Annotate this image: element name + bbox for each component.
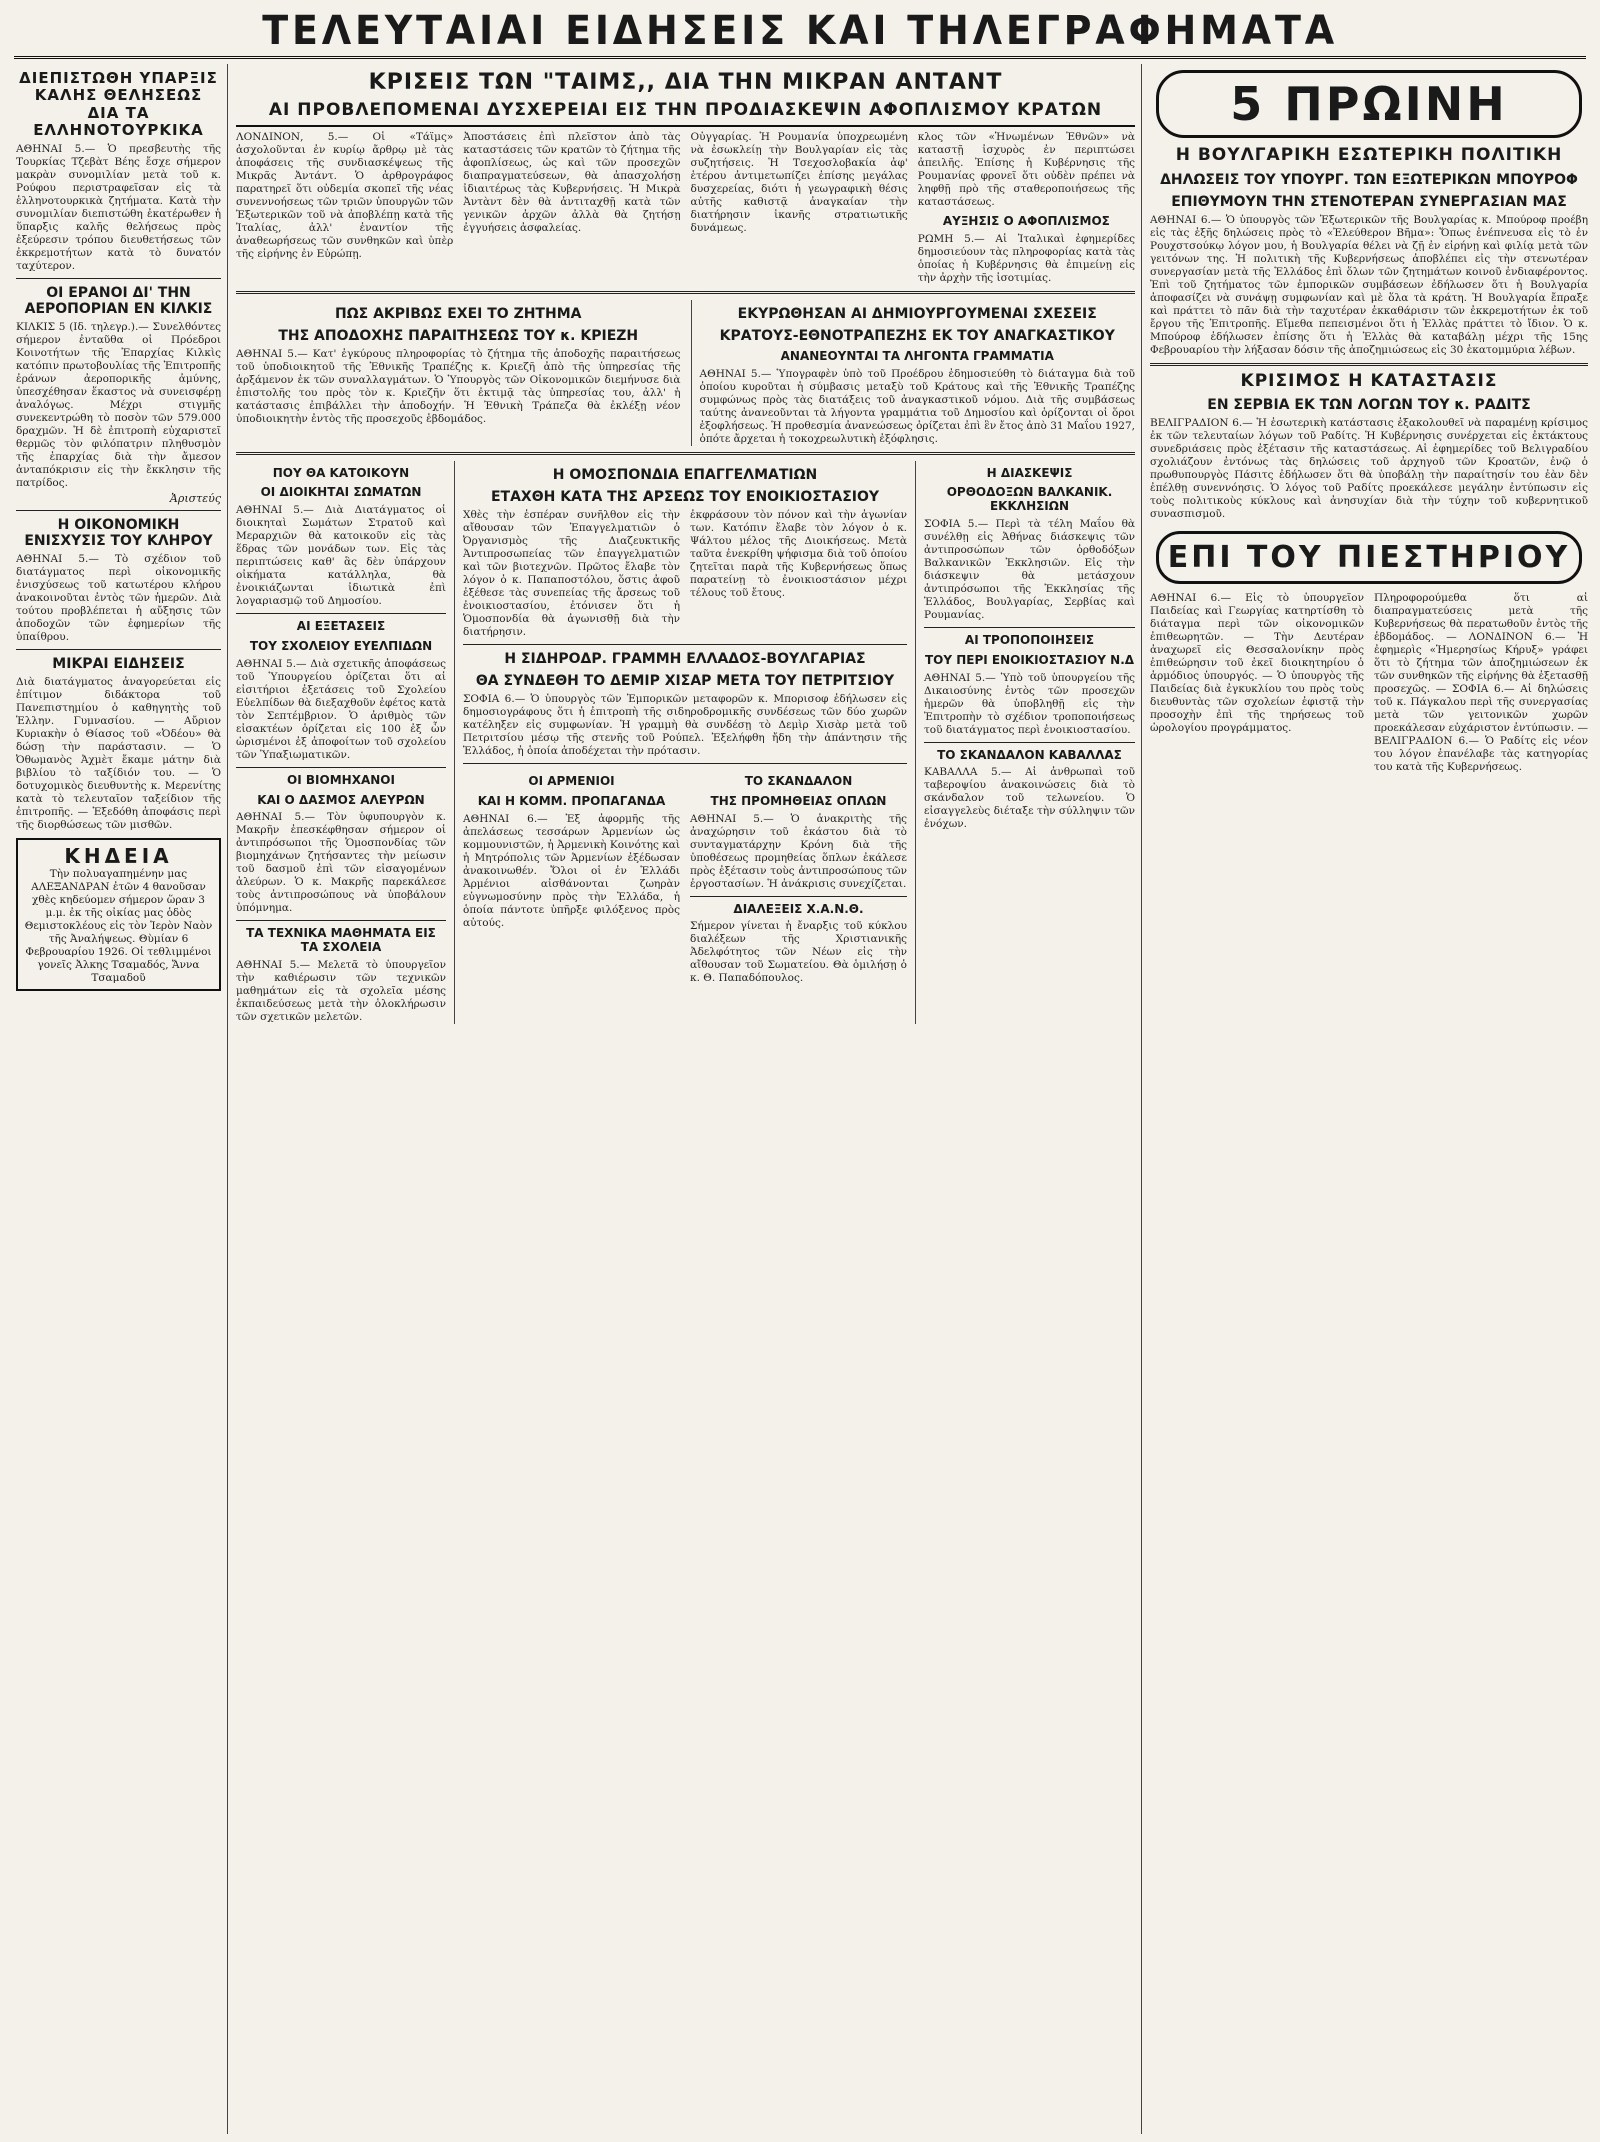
article-headline: ΑΙ ΤΡΟΠΟΠΟΙΗΣΕΙΣ: [964, 633, 1095, 648]
article-headline: ΔΙΑΛΕΞΕΙΣ Χ.Α.Ν.Θ.: [733, 901, 864, 916]
article-headline: ΤΟ ΣΚΑΝΔΑΛΟΝ: [744, 774, 853, 788]
article-headline: ΤΑ ΤΕΧΝΙΚΑ ΜΑΘΗΜΑΤΑ ΕΙΣ ΤΑ ΣΧΟΛΕΙΑ: [246, 926, 436, 955]
left-column: [10, 64, 228, 2134]
article-headline: Η ΟΙΚΟΝΟΜΙΚΗ ΕΝΙΣΧΥΣΙΣ ΤΟΥ ΚΛΗΡΟΥ: [24, 517, 213, 550]
article-headline: ΠΟΥ ΘΑ ΚΑΤΟΙΚΟΥΝ: [272, 465, 410, 480]
article-subheadline: ΤΟΥ ΠΕΡΙ ΕΝΟΙΚΙΟΣΤΑΣΙΟΥ Ν.Δ: [924, 652, 1135, 667]
article-body: Οὐγγαρίας. Ἡ Ρουμανία ὑποχρεωμένη νὰ ἐσωκλείῃ τὴν Βουλγαρίαν εἰς τὰς συζητήσεις. Ἡ Τσεχοσλοβακία ἀφ' ἑτέρου ἀντιμετωπίζει ἐπίσης μεγάλας δυσχερείας, διότι ἡ γεωγραφικὴ θέσις αὐτῆς καθιστᾷ ἀναγκαίαν τὴν διατήρησιν ἱκανῆς στρατιωτικῆς δυνάμεως.: [690, 130, 908, 234]
article-body: ΑΘΗΝΑΙ 5.— Ὑπογραφὲν ὑπὸ τοῦ Προέδρου ἐδημοσιεύθη τὸ διάταγμα διὰ τοῦ ὁποίου κυροῦται ἡ σύμβασις μεταξὺ τοῦ Κράτους καὶ τῆς Ἐθνικῆς Τραπέζης συμφώνως πρὸς τὰς διατάξεις τοῦ ἀναγκαστικοῦ νόμου. Διὰ τῆς συμβάσεως ταύτης ἀνανεοῦνται τὰ λήγοντα γραμμάτια τοῦ Δημοσίου καὶ ὁρίζονται οἱ ὅροι ἐξοφλήσεως. Ἡ προθεσμία ἀνανεώσεως ὁρίζεται ἐπὶ ἓν ἔτος ἀπὸ 31 Μαΐου 1927, ὁπότε ἄρχεται ἡ τοκοχρεωλυτικὴ ἐξόφλησις.: [699, 367, 1135, 445]
article-subheadline: ΚΡΑΤΟΥΣ-ΕΘΝΟΤΡΑΠΕΖΗΣ ΕΚ ΤΟΥ ΑΝΑΓΚΑΣΤΙΚΟΥ: [719, 327, 1115, 344]
article-body: κλος τῶν «Ἡνωμένων Ἐθνῶν» νὰ καταστῇ ἰσχυρὸς ἐν περιπτώσει ἀπειλῆς. Ἐπίσης ἡ Κυβέρνησις τῆς Ρουμανίας φρονεῖ ὅτι οὐδὲν πρέπει νὰ ληφθῇ πρὸ τῆς σταθεροποιήσεως τῆς καταστάσεως.: [917, 130, 1135, 208]
article-body: ΑΘΗΝΑΙ 5.— Μελετᾶ τὸ ὑπουργεῖον τὴν καθιέρωσιν τῶν τεχνικῶν μαθημάτων εἰς τὰ σχολεῖα μέσης ἐκπαιδεύσεως μετὰ τὴν ὁλοκλήρωσιν τῶν σχετικῶν μελετῶν.: [236, 959, 446, 1023]
article-body: ΑΘΗΝΑΙ 6.— Εἰς τὸ ὑπουργεῖον Παιδείας καὶ Γεωργίας κατηρτίσθη τὸ διάταγμα περὶ τῶν οἰκονομικῶν ἐπιθεωρητῶν. — Τὴν Δευτέραν ἀναχωρεῖ εἰς Θεσσαλονίκην πρὸς ἐπιθεώρησιν τοῦ ἐκεῖ διοικητηρίου ὁ ἁρμόδιος ὑπουργός. — Ὁ ὑπουργὸς τῆς Παιδείας διὰ ἐγκυκλίου του πρὸς τοὺς διευθυντὰς τῶν σχολείων ἐφιστᾷ τὴν προσοχὴν ἐπὶ τῆς τηρήσεως τοῦ ὡρολογίου προγράμματος.: [1150, 592, 1364, 735]
article-subheadline: ΤΗΣ ΑΠΟΔΟΧΗΣ ΠΑΡΑΙΤΗΣΕΩΣ ΤΟΥ κ. ΚΡΙΕΖΗ: [278, 327, 639, 344]
article-headline: Η ΣΙΔΗΡΟΔΡ. ΓΡΑΜΜΗ ΕΛΛΑΔΟΣ-ΒΟΥΛΓΑΡΙΑΣ: [504, 650, 866, 667]
article-subheadline: ΑΝΑΝΕΟΥΝΤΑΙ ΤΑ ΛΗΓΟΝΤΑ ΓΡΑΜΜΑΤΙΑ: [780, 348, 1054, 363]
article-body: Σήμερον γίνεται ἡ ἔναρξις τοῦ κύκλου διαλέξεων τῆς Χριστιανικῆς Ἀδελφότητος τῶν Νέων εἰς τὴν αἴθουσαν τοῦ Σωματείου. Θὰ ὁμιλήσῃ ὁ κ. Θ. Παπαδόπουλος.: [690, 920, 907, 985]
article-body: Πληροφορούμεθα ὅτι αἱ διαπραγματεύσεις μετὰ τῆς Κυβερνήσεως θὰ περατωθοῦν ἐντὸς τῆς ἑβδομάδος. — ΛΟΝΔΙΝΟΝ 6.— Ἡ ἐφημερὶς «Ἡμερησίως Κήρυξ» γράφει ὅτι τὸ ζήτημα τῶν ἀποζημιώσεων ἐκ τῶν συνθηκῶν τῆς εἰρήνης θὰ ἐξετασθῇ προσεχῶς. — ΣΟΦΙΑ 6.— Αἱ δηλώσεις τοῦ κ. Πάγκαλου περὶ τῆς συνεργασίας μετὰ τῶν γειτονικῶν χωρῶν προεκάλεσαν εὐχάριστον ἐντύπωσιν. — ΒΕΛΙΓΡΑΔΙΟΝ 6.— Ὁ Ραδίτς εἰς νέον του λόγον ἐπανέλαβε τὰς κατηγορίας του κατὰ τῆς Κυβερνήσεως.: [1374, 592, 1588, 774]
article-body: ΣΟΦΙΑ 6.— Ὁ ὑπουργὸς τῶν Ἐμπορικῶν μεταφορῶν κ. Μπορισοφ ἐδήλωσεν εἰς δημοσιογράφους ὅτι ἡ ἐπιτροπὴ τῆς σιδηροδρομικῆς συνδέσεως τῶν δύο χωρῶν κατέληξεν εἰς συμφωνίαν. Ἡ γραμμὴ θὰ συνδέσῃ τὸ Δεμὶρ Χισὰρ μετὰ τοῦ Πετριτσίου μέσῳ τῆς στενῆς τοῦ Ρούπελ. Ἐξελήφθη ἤδη τὴν ἀπάντησιν τῆς Ἑλλάδος, ἡ ὁποία ἀποδέχεται τὴν πρότασιν.: [463, 693, 907, 757]
article-body: ΑΘΗΝΑΙ 5.— Διὰ σχετικῆς ἀποφάσεως τοῦ Ὑπουργείου ὁρίζεται ὅτι αἱ εἰσιτήριοι ἐξετάσεις τοῦ Σχολείου Εὐελπίδων θὰ διεξαχθοῦν ἐφέτος κατὰ τὸν Σεπτέμβριον. Ὁ ἀριθμὸς τῶν εἰσακτέων ὁρίζεται εἰς 100 ἐξ ὧν ὠρισμένοι ἐξ ἀποφοίτων τοῦ σχολείου τῶν Ὑπαξιωματικῶν.: [236, 657, 446, 761]
article-headline: Η ΒΟΥΛΓΑΡΙΚΗ ΕΣΩΤΕΡΙΚΗ ΠΟΛΙΤΙΚΗ: [1175, 145, 1563, 165]
article-body: ΡΩΜΗ 5.— Αἱ Ἰταλικαὶ ἐφημερίδες δημοσιεύουν τὰς πληροφορίας κατὰ τὰς ὁποίας ἡ Κυβέρνησις θὰ ἐπιμείνῃ εἰς τὴν ἀρχὴν τῆς ἰσοτιμίας.: [917, 232, 1135, 284]
article-headline: Η ΟΜΟΣΠΟΝΔΙΑ ΕΠΑΓΓΕΛΜΑΤΙΩΝ: [552, 466, 818, 483]
article-body: ΑΘΗΝΑΙ 5.— Ὁ πρεσβευτὴς τῆς Τουρκίας Τζεβὰτ Βέης ἔσχε σήμερον μακρὰν συνομιλίαν μετὰ τοῦ κ. Ρούφου περιστραφεῖσαν εἰς τὰ ἑλληνοτουρκικὰ ζητήματα. Κατὰ τὴν συνομιλίαν διεπιστώθη ἐκατέρωθεν ἡ ὕπαρξις καλῆς θελήσεως πρὸς ἐξεύρεσιν τρόπου διευθετήσεως τῶν ἐκκρεμοτήτων κατὰ τὸ δυνατόν ταχύτερον.: [16, 143, 221, 272]
article-subheadline: ΕΠΙΘΥΜΟΥΝ ΤΗΝ ΣΤΕΝΟΤΕΡΑΝ ΣΥΝΕΡΓΑΣΙΑΝ ΜΑΣ: [1171, 193, 1567, 210]
article-body: ΑΘΗΝΑΙ 5.— Διὰ Διατάγματος οἱ διοικηταὶ Σωμάτων Στρατοῦ καὶ Μεραρχιῶν θὰ κατοικοῦν εἰς τὰς ἕδρας τῶν μονάδων των. Εἰς τὰς περιπτώσεις καθ' ἃς δὲν ὑπάρχουν οἰκήματα κατάλληλα, θὰ ἐνοικιάζωνται ἰδιωτικὰ ἐπὶ λογαριασμῷ τοῦ Δημοσίου.: [236, 504, 446, 608]
article-headline: ΑΥΞΗΣΙΣ Ο ΑΦΟΠΛΙΣΜΟΣ: [942, 213, 1110, 228]
article-headline: ΚΡΙΣΕΙΣ ΤΩΝ "ΤΑΙΜΣ,, ΔΙΑ ΤΗΝ ΜΙΚΡΑΝ ΑΝΤΑΝΤ: [368, 70, 1003, 95]
article-subheadline: ΚΑΙ Η ΚΟΜΜ. ΠΡΟΠΑΓΑΝΔΑ: [477, 793, 666, 808]
center-column: [230, 64, 1142, 2134]
right-column: [1144, 64, 1594, 2134]
article-headline: ΟΙ ΕΡΑΝΟΙ ΔΙ' ΤΗΝ ΑΕΡΟΠΟΡΙΑΝ ΕΝ ΚΙΛΚΙΣ: [24, 285, 213, 318]
masthead: [14, 6, 1586, 59]
article-headline: ΟΙ ΑΡΜΕΝΙΟΙ: [528, 774, 615, 788]
edition-box: 5 ΠΡΩΙΝΗ: [1156, 70, 1582, 138]
article-body: ΑΘΗΝΑΙ 5.— Ὁ ἀνακριτὴς τῆς ἀναχώρησιν τοῦ ἑκάστου διὰ τὸ συνταγματάρχην Κρόνη διὰ τῆς ὑποθέσεως προμηθείας ὅπλων ἐκάλεσε πρὸς ἐξέτασιν τοὺς ἀντιπροσώπους τῶν ἐργοστασίων. Ἡ ἀνάκρισις συνεχίζεται.: [690, 812, 907, 890]
article-body: ΑΘΗΝΑΙ 6.— Ὁ ὑπουργὸς τῶν Ἐξωτερικῶν τῆς Βουλγαρίας κ. Μπούροφ προέβη εἰς τὰς ἑξῆς δηλώσεις πρὸς τὸ «Ἐλεύθερον Βῆμα»: Ὅπως ἐνέπνευσα εἰς τὸ ἐν Ρουχστσούκῳ λόγον μου, ἡ Βουλγαρία θέλει νὰ ζῇ ἐν εἰρήνῃ καὶ φιλίᾳ μετὰ τῶν γειτόνων της. Ἡ πολιτικὴ τῆς Κυβερνήσεως ἀποβλέπει εἰς τὴν στενωτέραν συνεργασίαν μετὰ τῆς Ἑλλάδος ἐπὶ ὅλων τῶν ζητημάτων κοινοῦ ἐνδιαφέροντος. Ἐπὶ τοῦ ζητήματος τῶν ἐμπορικῶν συμβάσεων ἐδήλωσεν ὅτι ἡ Βουλγαρία ἀποφασίζει νὰ συνάψῃ συμφωνίαν καὶ μὲ ὅλα τὰ κράτη. Ἡ Βουλγαρία ἔπραξε καὶ πράττει τὸ πᾶν διὰ τὴν ταχυτέραν ἐκκαθάρισιν τῶν ἐκκρεμοτήτων ἐκ τοῦ ἔργου τῆς Ἐπιτροπῆς. Εἴμεθα πεπεισμένοι ὅτι ἡ Ἑλλὰς πράττει τὸ ἴδιον. Ὁ κ. Μπούροφ ἐδήλωσεν ἐπίσης ὅτι ἡ Ἑλλὰς θὰ καταβάλῃ μέχρι τῆς 15ης Φεβρουαρίου τὴν λήξασαν δόσιν τῆς ἀποζημιώσεως εἰς 30 ἑκατομμύρια λέβων.: [1150, 213, 1588, 356]
article-headline: ΔΙΕΠΙΣΤΩΘΗ ΥΠΑΡΞΙΣ ΚΑΛΗΣ ΘΕΛΗΣΕΩΣ ΔΙΑ ΤΑ ΕΛΛΗΝΟΤΟΥΡΚΙΚΑ: [19, 69, 218, 139]
article-body: ΣΟΦΙΑ 5.— Περὶ τὰ τέλη Μαΐου θὰ συνέλθῃ εἰς Ἀθήνας διάσκεψις τῶν ἀντιπροσώπων τῶν ὀρθοδόξων Βαλκανικῶν Ἐκκλησιῶν. Εἰς τὴν διάσκεψιν θὰ μετάσχουν ἀντιπρόσωποι τῆς Ἐκκλησίας τῆς Ἑλλάδος, Βουλγαρίας, Σερβίας καὶ Ρουμανίας.: [924, 518, 1135, 622]
article-body: ΒΕΛΙΓΡΑΔΙΟΝ 6.— Ἡ ἐσωτερικὴ κατάστασις ἐξακολουθεῖ νὰ παραμένῃ κρίσιμος ἐκ τῶν τελευταίων λόγων τοῦ Ραδίτς. Ἡ Κυβέρνησις συνέρχεται εἰς ἐκτάκτους συνεδριάσεις πρὸς ἐξέτασιν τῆς καταστάσεως. Αἱ ἐφημερίδες τοῦ Βελιγραδίου σχολιάζουν ἐντόνως τὰς δηλώσεις τοῦ ἀρχηγοῦ τῶν Κροατῶν, ἐνῷ ὁ πρωθυπουργὸς Πάσιτς ἐδήλωσεν ὅτι θὰ ὑποβάλῃ τὴν παραίτησίν του ἐὰν δὲν ἐπέλθῃ συνεννόησις. Ὁ λόγος τοῦ Ραδίτς προεκάλεσε μεγάλην ἐντύπωσιν εἰς τοὺς πολιτικοὺς κύκλους καὶ ἀνησυχίαν διὰ τὴν τύχην τοῦ κυβερνητικοῦ συνασπισμοῦ.: [1150, 417, 1588, 521]
article-body: ΚΙΛΚΙΣ 5 (Ιδ. τηλεγρ.).— Συνελθόντες σήμερον ἐνταῦθα οἱ Πρόεδροι Κοινοτήτων τῆς Ἐπαρχίας Κιλκὶς κατόπιν πρωτοβουλίας τῆς Ἐπιτροπῆς ἐράνων ἀεροπορικῆς ἀμύνης, ὑπεσχέθησαν ἕκαστος νὰ συνεισφέρῃ ἀναλόγως. Μέχρι στιγμῆς συνεκεντρώθη τὸ ποσὸν τῶν 579.000 δραχμῶν. Ἡ δὲ ἐπιτροπὴ εὐχαριστεῖ θερμῶς τὸν φιλόπατριν πληθυσμὸν τῆς ἐπαρχίας διὰ τὴν ἄμεσον ἀνταπόκρισιν εἰς τὴν ἔκκλησιν τῆς πατρίδος.: [16, 321, 221, 490]
article-headline: ΚΡΙΣΙΜΟΣ Η ΚΑΤΑΣΤΑΣΙΣ: [1240, 370, 1498, 391]
article-body: ΑΘΗΝΑΙ 6.— Ἐξ ἀφορμῆς τῆς ἀπελάσεως τεσσάρων Ἀρμενίων ὡς κομμουνιστῶν, ἡ Ἀρμενικὴ Κοινότης καὶ ἡ Μητρόπολις τῶν Ἀρμενίων ἐξέδωσαν ἀνακοινωθέν. Ὅλοι οἱ ἐν Ἑλλάδι Ἀρμένιοι αἰσθάνονται ζωηρὰν εὐγνωμοσύνην πρὸς τὴν Ἑλλάδα, ἡ ὁποία πάντοτε ὑπῆρξε φιλόξενος πρὸς αὐτούς.: [463, 812, 680, 929]
article-body: ΑΘΗΝΑΙ 5.— Τὸν ὑφυπουργὸν κ. Μακρῆν ἐπεσκέφθησαν σήμερον οἱ ἀντιπρόσωποι τῆς Ὁμοσπονδίας τῶν βιομηχάνων ζητήσαντες τὴν μείωσιν τοῦ δασμοῦ ἐπὶ τῶν εἰσαγομένων ἀλεύρων. Ὁ κ. Μακρῆς παρεκάλεσε τοὺς ἀντιπροσώπους νὰ ὑποβάλουν ὑπόμνημα.: [236, 811, 446, 915]
article-body: ΑΘΗΝΑΙ 5.— Κατ' ἐγκύρους πληροφορίας τὸ ζήτημα τῆς ἀποδοχῆς παραιτήσεως τοῦ ὑποδιοικητοῦ τῆς Ἐθνικῆς Τραπέζης κ. Κριεζῆ ἀπὸ τῆς ὑπηρεσίας τῆς ἀρξάμενον ἐκ τῶν συναλλαγμάτων. Ὁ Ὑπουργὸς τῶν Οἰκονομικῶν διεμήνυσε διὰ ἐπιστολῆς του πρὸς τὸν κ. Κριεζῆν ὅτι ἐκτιμᾷ τὰς ὑπηρεσίας του, ἀλλ' ἡ κατάστασις ἐπιβάλλει τὴν ἀποδοχήν. Ἡ Ἐθνικὴ Τράπεζα θὰ ἐκλέξῃ νέον ὑποδιοικητὴν ἐντὸς τῆς προσεχοῦς ἑβδομάδος.: [236, 347, 681, 425]
article-signature: Ἀριστεύς: [169, 492, 221, 506]
article-subheadline: ΟΡΘΟΔΟΞΩΝ ΒΑΛΚΑΝΙΚ. ΕΚΚΛΗΣΙΩΝ: [946, 485, 1113, 514]
article-body: ΑΘΗΝΑΙ 5.— Ὑπὸ τοῦ ὑπουργείου τῆς Δικαιοσύνης ἐντὸς τῶν προσεχῶν ἡμερῶν θὰ ὑποβληθῇ εἰς τὴν Ἐπιτροπὴν τὸ σχέδιον τροποποιήσεως τοῦ διατάγματος περὶ ἐνοικιοστασίου.: [924, 671, 1135, 736]
article-subheadline: ΑΙ ΠΡΟΒΛΕΠΟΜΕΝΑΙ ΔΥΣΧΕΡΕΙΑΙ ΕΙΣ ΤΗΝ ΠΡΟΔΙΑΣΚΕΨΙΝ ΑΦΟΠΛΙΣΜΟΥ ΚΡΑΤΩΝ: [236, 101, 1135, 127]
article-body: Χθὲς τὴν ἑσπέραν συνῆλθον εἰς τὴν αἴθουσαν τῶν Ἐπαγγελματιῶν ὁ Ὀργανισμὸς τῆς Διαζευκτικῆς Ἀντιπροσωπείας τῶν ἐπαγγελματιῶν καὶ τῶν βιοτεχνῶν. Πρῶτος ἔλαβε τὸν λόγον ὁ κ. Παπαποστόλου, ὅστις ἀφοῦ ἐξέθεσε τὰς συνεπείας τῆς ἄρσεως τοῦ ἐνοικιοστασίου, ἐτόνισεν ὅτι ἡ Ὁμοσπονδία θὰ ἀγωνισθῇ διὰ τὴν διατήρησιν.: [463, 508, 680, 638]
article-subheadline: ΤΟΥ ΣΧΟΛΕΙΟΥ ΕΥΕΛΠΙΔΩΝ: [249, 639, 433, 654]
article-body: Ἀποστάσεις ἐπὶ πλεῖστον ἀπὸ τὰς καταστάσεις τῶν κρατῶν τὸ ζήτημα τῆς ἀφοπλίσεως, ὡς καὶ τῶν προσεχῶν διαπραγματεύσεων, θὰ ἀπασχολήσῃ ἰδιαιτέρως τὰς Κυβερνήσεις. Ἡ Μικρὰ Ἀντὰντ δὲν θὰ ἀντιταχθῇ κατὰ τῶν γενικῶν ἀρχῶν ἀλλὰ θὰ ζητήσῃ ἐγγυήσεις ἀσφαλείας.: [463, 130, 681, 234]
article-body: ἐκφράσουν τὸν πόνον καὶ τὴν ἀγωνίαν των. Κατόπιν ἔλαβε τὸν λόγον ὁ κ. Ψάλτου μέλος τῆς Διοικήσεως. Μετὰ ταῦτα ἐνεκρίθη ψήφισμα διὰ τοῦ ὁποίου ζητεῖται παρὰ τῆς Κυβερνήσεως ὅπως παρατείνῃ τὸ ἐνοικιοστάσιον μέχρι τέλους τοῦ ἔτους.: [690, 508, 907, 599]
article-body: ΛΟΝΔΙΝΟΝ, 5.— Οἱ «Τάϊμς» ἀσχολοῦνται ἐν κυρίῳ ἄρθρῳ μὲ τὰς ἀποφάσεις τῆς συνδιασκέψεως τῆς Μικρᾶς Ἀντάντ. Ὁ ἀρθρογράφος παρατηρεῖ ὅτι οὐδεμία σκοπεῖ τῆς νέας συνεννοήσεως τῶν τριῶν ὑπουργῶν τῶν Ἐξωτερικῶν τοῦ νὰ ἀποβλέπῃ κατὰ τῆς Ἰταλίας, ἀλλ' ἐναντίον τῆς ἀναθεωρήσεως τῶν συνθηκῶν καὶ ὑπὲρ τῆς εἰρήνης ἐν Εὐρώπῃ.: [236, 130, 454, 260]
article-body: ΑΘΗΝΑΙ 5.— Τὸ σχέδιον τοῦ διατάγματος περὶ οἰκονομικῆς ἐνισχύσεως τοῦ κατωτέρου κλήρου ἀνακοινοῦται ἐντὸς τῶν ἡμερῶν. Διὰ τούτου προβλέπεται ἡ αὔξησις τῶν ἀποδοχῶν τῶν ἐφημερίων τῆς ὑπαίθρου.: [16, 553, 221, 644]
obituary-body: Τὴν πολυαγαπημένην μας ΑΛΕΞΑΝΔΡΑΝ ἐτῶν 4 θανοῦσαν χθὲς κηδεύομεν σήμερον ὥραν 3 μ.μ. ἐκ τῆς οἰκίας μας ὁδὸς Θεμιστοκλέους εἰς τὸν Ἱερὸν Ναὸν τῆς Ἀναλήψεως. Θὺμίαν 6 Φεβρουαρίου 1926. Οἱ τεθλιμμένοι γονεῖς Ἀλκης Τσαμαδός, Ἄννα Τσαμαδοῦ: [24, 868, 213, 985]
article-headline: ΑΙ ΕΞΕΤΑΣΕΙΣ: [296, 619, 386, 634]
article-headline: ΟΙ ΒΙΟΜΗΧΑΝΟΙ: [287, 772, 395, 787]
obituary-title: ΚΗΔΕΙΑ: [64, 844, 173, 869]
article-subheadline: ΕΝ ΣΕΡΒΙΑ ΕΚ ΤΩΝ ΛΟΓΩΝ ΤΟΥ κ. ΡΑΔΙΤΣ: [1207, 397, 1531, 414]
article-headline: Η ΔΙΑΣΚΕΨΙΣ: [986, 465, 1073, 480]
article-headline: ΤΟ ΣΚΑΝΔΑΛΟΝ ΚΑΒΑΛΛΑΣ: [937, 747, 1122, 762]
article-body: Διὰ διατάγματος ἀναγορεύεται εἰς ἐπίτιμον διδάκτορα τοῦ Πανεπιστημίου ὁ καθηγητὴς τοῦ Ἑλλην. Γυμνασίου. — Αὔριον Κυριακὴν ὁ Θίασος τοῦ «Ὀδέου» θὰ δώσῃ τὴν παράστασιν. — Ὁ Ὀθωμανὸς Ἀχμὲτ ἔκαμε μάτην διὰ βιβλίου τὸ ταξίδιόν του. — Ὁ δοτυχομικὸς διευθυντὴς κ. Μερενίτης κατὰ τὸ τελευταῖον ταξείδιον τῆς ἐπιτροπῆς. — Ἐξεδόθη ἀποφάσις περὶ τῆς διορθώσεως τῶν μισθῶν.: [16, 676, 221, 832]
article-subheadline: ΟΙ ΔΙΟΙΚΗΤΑΙ ΣΩΜΑΤΩΝ: [260, 485, 422, 500]
article-subheadline: ΚΑΙ Ο ΔΑΣΜΟΣ ΑΛΕΥΡΩΝ: [257, 792, 425, 807]
article-subheadline: ΘΑ ΣΥΝΔΕΘΗ ΤΟ ΔΕΜΙΡ ΧΙΣΑΡ ΜΕΤΑ ΤΟΥ ΠΕΤΡΙΤΣΙΟΥ: [475, 672, 895, 689]
article-body: ΚΑΒΑΛΛΑ 5.— Αἱ ἀνθρωπαὶ τοῦ ταβεροψίου ἀνακοινώσεις διὰ τὸ σκάνδαλον τοῦ τελωνείου. Ὁ εἰσαγγελεὺς διέταξε τὴν σύλληψιν τῶν ἐνόχων.: [924, 766, 1135, 831]
article-subheadline: ΕΤΑΧΘΗ ΚΑΤΑ ΤΗΣ ΑΡΣΕΩΣ ΤΟΥ ΕΝΟΙΚΙΟΣΤΑΣΙΟΥ: [490, 488, 879, 505]
obituary-box: [16, 838, 221, 991]
article-headline: ΕΚΥΡΩΘΗΣΑΝ ΑΙ ΔΗΜΙΟΥΡΓΟΥΜΕΝΑΙ ΣΧΕΣΕΙΣ: [737, 305, 1097, 322]
press-box: ΕΠΙ ΤΟΥ ΠΙΕΣΤΗΡΙΟΥ: [1156, 531, 1582, 584]
page-title: ΤΕΛΕΥΤΑΙΑΙ ΕΙΔΗΣΕΙΣ ΚΑΙ ΤΗΛΕΓΡΑΦΗΜΑΤΑ: [262, 8, 1338, 54]
article-subheadline: ΤΗΣ ΠΡΟΜΗΘΕΙΑΣ ΟΠΛΩΝ: [710, 793, 887, 808]
article-headline: ΜΙΚΡΑΙ ΕΙΔΗΣΕΙΣ: [52, 656, 185, 673]
article-headline: ΠΩΣ ΑΚΡΙΒΩΣ ΕΧΕΙ ΤΟ ΖΗΤΗΜΑ: [335, 305, 582, 322]
article-subheadline: ΔΗΛΩΣΕΙΣ ΤΟΥ ΥΠΟΥΡΓ. ΤΩΝ ΕΞΩΤΕΡΙΚΩΝ ΜΠΟΥΡΟΦ: [1160, 171, 1578, 188]
